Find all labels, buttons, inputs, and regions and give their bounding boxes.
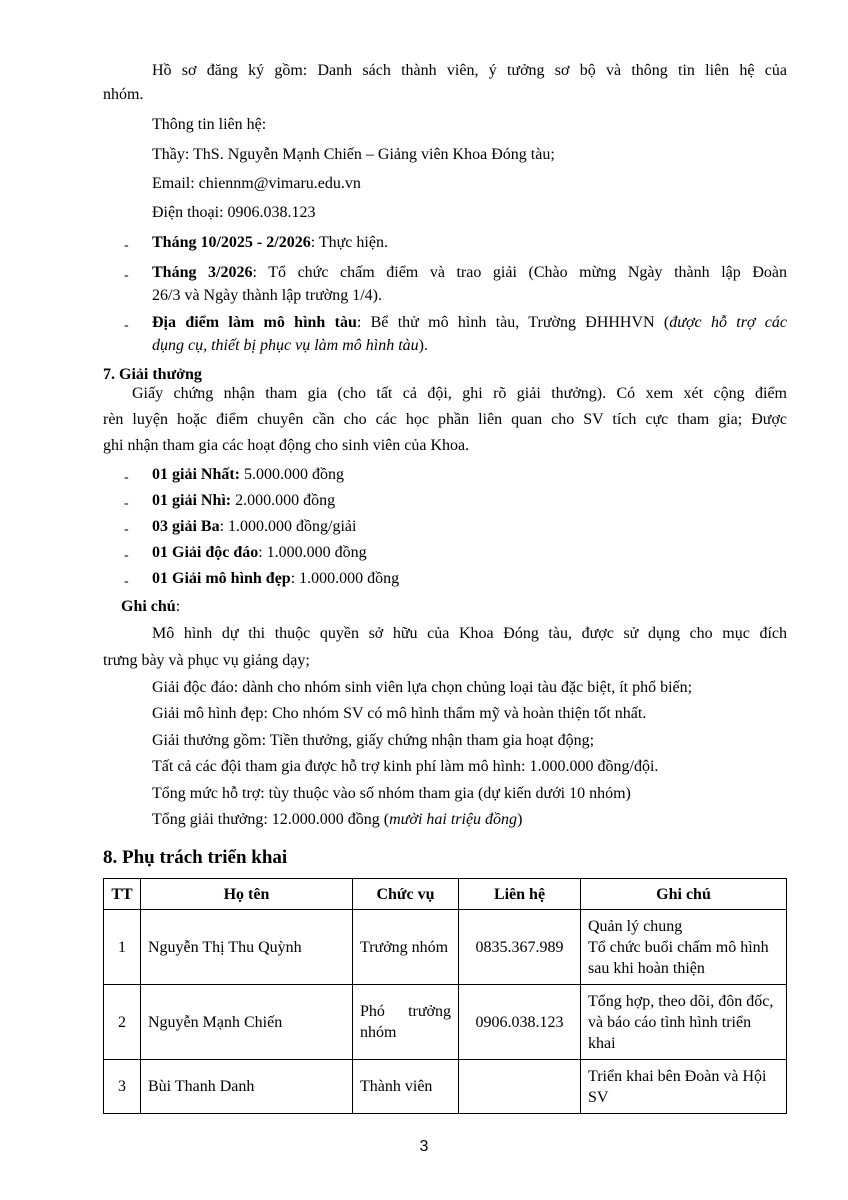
col-header-name: Họ tên	[141, 879, 353, 910]
cell-note: Quản lý chung Tổ chức buổi chấm mô hình sau khi hoàn thiện	[581, 910, 787, 985]
note-2: Giải độc đáo: dành cho nhóm sinh viên lựa chọn chủng loại tàu đặc biệt, ít phổ biến;	[152, 679, 693, 696]
cell-name: Nguyễn Thị Thu Quỳnh	[141, 910, 353, 985]
prize-third: 03 giải Ba: 1.000.000 đồng/giải	[152, 518, 357, 535]
responsibility-table	[103, 878, 787, 1114]
cell-tt: 3	[104, 1060, 141, 1114]
table-row	[104, 1060, 787, 1114]
schedule-item-3-cont: dụng cụ, thiết bị phục vụ làm mô hình tàu).	[152, 337, 428, 354]
col-header-contact: Liên hệ	[459, 879, 581, 910]
section-8-heading: 8. Phụ trách triển khai	[103, 847, 288, 868]
bullet-dash: -	[124, 268, 129, 283]
bullet-dash: -	[124, 574, 129, 589]
contact-teacher: Thầy: ThS. Nguyễn Mạnh Chiến – Giảng viên Khoa Đóng tàu;	[152, 146, 555, 163]
prize-second: 01 giải Nhì: 2.000.000 đồng	[152, 492, 336, 509]
table-row	[104, 910, 787, 985]
contact-title: Thông tin liên hệ:	[152, 116, 267, 133]
bullet-dash: -	[124, 522, 129, 537]
note-1: Mô hình dự thi thuộc quyền sở hữu của Khoa Đóng tàu, được sử dụng cho mục đích	[152, 625, 787, 642]
note-6: Tổng mức hỗ trợ: tùy thuộc vào số nhóm tham gia (dự kiến dưới 10 nhóm)	[152, 785, 631, 802]
cell-role: Thành viên	[353, 1060, 459, 1114]
intro-line-1b: nhóm.	[103, 86, 144, 103]
col-header-tt: TT	[104, 879, 141, 910]
schedule-item-3: Địa điểm làm mô hình tàu: Bể thử mô hình tàu, Trường ĐHHHVN (được hỗ trợ các	[152, 314, 787, 331]
note-1b: trưng bày và phục vụ giảng dạy;	[103, 652, 310, 669]
cell-contact: 0906.038.123	[459, 985, 581, 1060]
section-7-para-2: rèn luyện hoặc điểm chuyên cần cho các học phần liên quan cho SV tích cực tham gia; Được	[103, 411, 787, 428]
schedule-item-2-cont: 26/3 và Ngày thành lập trường 1/4).	[152, 287, 382, 304]
section-7-para-1: Giấy chứng nhận tham gia (cho tất cả đội, ghi rõ giải thưởng). Có xem xét cộng điểm	[132, 385, 787, 402]
bullet-dash: -	[124, 238, 129, 253]
cell-role: Phó trưởng nhóm	[353, 985, 459, 1060]
note-5: Tất cả các đội tham gia được hỗ trợ kinh phí làm mô hình: 1.000.000 đồng/đội.	[152, 758, 659, 775]
prize-unique: 01 Giải độc đáo: 1.000.000 đồng	[152, 544, 367, 561]
contact-email: Email: chiennm@vimaru.edu.vn	[152, 175, 361, 192]
prize-first: 01 giải Nhất: 5.000.000 đồng	[152, 466, 344, 483]
note-3: Giải mô hình đẹp: Cho nhóm SV có mô hình thẩm mỹ và hoàn thiện tốt nhất.	[152, 705, 647, 722]
section-7-para-3: ghi nhận tham gia các hoạt động cho sinh viên của Khoa.	[103, 437, 470, 454]
cell-contact	[459, 1060, 581, 1114]
intro-line-1: Hồ sơ đăng ký gồm: Danh sách thành viên, ý tưởng sơ bộ và thông tin liên hệ của	[152, 62, 787, 79]
schedule-item-2: Tháng 3/2026: Tổ chức chấm điểm và trao giải (Chào mừng Ngày thành lập Đoàn	[152, 264, 787, 281]
cell-name: Bùi Thanh Danh	[141, 1060, 353, 1114]
prize-beautiful: 01 Giải mô hình đẹp: 1.000.000 đồng	[152, 570, 400, 587]
cell-tt: 1	[104, 910, 141, 985]
table-header-row	[104, 879, 787, 910]
bullet-dash: -	[124, 318, 129, 333]
cell-note: Triển khai bên Đoàn và Hội SV	[581, 1060, 787, 1114]
note-4: Giải thưởng gồm: Tiền thưởng, giấy chứng nhận tham gia hoạt động;	[152, 732, 595, 749]
note-7: Tổng giải thưởng: 12.000.000 đồng (mười hai triệu đồng)	[152, 811, 523, 828]
col-header-role: Chức vụ	[353, 879, 459, 910]
bullet-dash: -	[124, 548, 129, 563]
note-label: Ghi chú:	[121, 598, 181, 615]
cell-contact: 0835.367.989	[459, 910, 581, 985]
cell-tt: 2	[104, 985, 141, 1060]
contact-phone: Điện thoại: 0906.038.123	[152, 204, 316, 221]
table-row	[104, 985, 787, 1060]
page-number: 3	[419, 1138, 429, 1155]
bullet-dash: -	[124, 470, 129, 485]
schedule-item-1: Tháng 10/2025 - 2/2026: Thực hiện.	[152, 234, 388, 251]
col-header-note: Ghi chú	[581, 879, 787, 910]
cell-role: Trưởng nhóm	[353, 910, 459, 985]
bullet-dash: -	[124, 496, 129, 511]
cell-note: Tổng hợp, theo dõi, đôn đốc, và báo cáo tình hình triển khai	[581, 985, 787, 1060]
section-7-heading: 7. Giải thưởng	[103, 366, 202, 383]
cell-name: Nguyễn Mạnh Chiến	[141, 985, 353, 1060]
